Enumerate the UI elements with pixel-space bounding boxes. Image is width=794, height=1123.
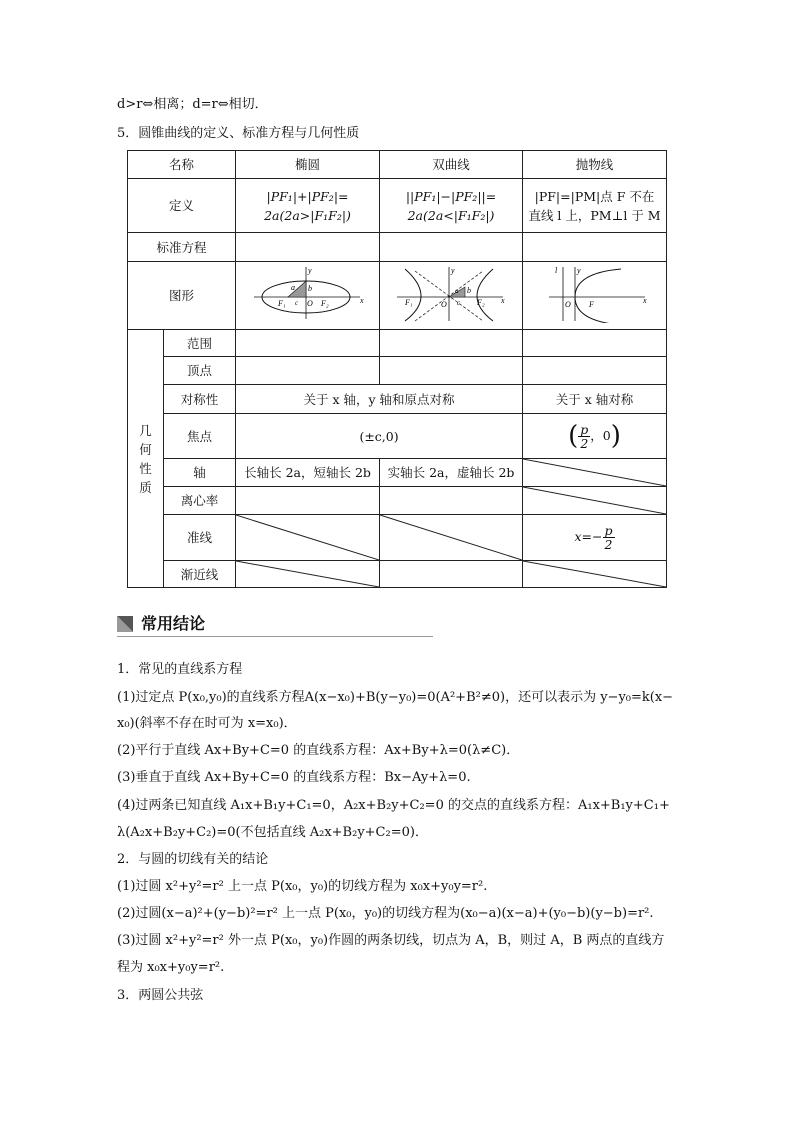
definition-parabola-line1: |PF|=|PM|点 F 不在 — [534, 188, 655, 204]
table-row — [128, 357, 667, 385]
range-label: 范围 — [164, 330, 236, 357]
conclusion-line: (2)平行于直线 Ax+By+C=0 的直线系方程：Ax+By+λ=0(λ≠C)． — [117, 743, 520, 758]
directrix-hyperbola-empty — [380, 515, 523, 561]
figure-parabola — [523, 262, 667, 330]
common-conclusions-header — [117, 612, 433, 636]
range-hyperbola — [380, 330, 523, 357]
directrix-lhs: x=− — [574, 529, 603, 544]
figure-label: 图形 — [128, 262, 236, 330]
axis-label: 轴 — [164, 459, 236, 487]
fig-hyperbola-F1: F₁ — [405, 298, 413, 307]
definition-label: 定义 — [128, 179, 236, 233]
table-row — [128, 561, 667, 588]
fig-hyperbola-a: a — [455, 287, 459, 295]
geo-char-3: 性 — [139, 460, 152, 476]
definition-ellipse — [236, 179, 380, 233]
conclusion-line: (3)过圆 x²+y²=r² 外一点 P(x₀，y₀)作圆的两条切线，切点为 A，B，则过 A，B 两点的直线方 — [117, 933, 665, 948]
conclusion-line: (4)过两条已知直线 A₁x+B₁y+C₁=0，A₂x+B₂y+C₂=0 的交点的直线系方程：A₁x+B₁y+C₁+ — [117, 798, 670, 813]
axis-parabola-empty — [523, 459, 667, 487]
definition-ellipse-line1: |PF₁|+|PF₂|= — [266, 188, 349, 204]
table-row — [128, 262, 667, 330]
asym-ellipse-empty — [236, 561, 380, 588]
definition-parabola-line2: 直线 l 上，PM⊥l 于 M — [528, 207, 661, 223]
range-parabola — [523, 330, 667, 357]
std-eq-ellipse — [236, 233, 380, 262]
parabola-figure — [535, 263, 655, 323]
conclusion-line: (1)过圆 x²+y²=r² 上一点 P(x₀，y₀)的切线方程为 x₀x+y₀y=r². — [117, 879, 488, 894]
fig-ellipse-y: y — [307, 266, 312, 275]
directrix-num: p — [604, 523, 613, 538]
focus-label: 焦点 — [164, 414, 236, 459]
definition-hyperbola-line1: ||PF₁|−|PF₂||= — [405, 188, 497, 204]
std-eq-hyperbola — [380, 233, 523, 262]
fig-ellipse-F1: F₁ — [277, 299, 286, 308]
fig-parabola-l: l — [554, 266, 557, 275]
conclusion-line: (2)过圆(x−a)²+(y−b)²=r² 上一点 P(x₀，y₀)的切线方程为(x₀−a)(x−a)+(y₀−b)(y−b)=r². — [117, 906, 654, 921]
fig-hyperbola-y: y — [451, 266, 455, 275]
geometry-properties-label — [128, 330, 164, 588]
vertex-hyperbola — [380, 357, 523, 385]
geo-char-1: 几 — [139, 422, 152, 438]
vertex-parabola — [523, 357, 667, 385]
symmetry-conic: 关于 x 轴，y 轴和原点对称 — [236, 385, 523, 414]
header-name: 名称 — [128, 151, 236, 179]
figure-hyperbola — [380, 262, 523, 330]
fig-parabola-x: x — [642, 296, 647, 305]
table-row — [128, 151, 667, 179]
header-hyperbola: 双曲线 — [380, 151, 523, 179]
common-conclusions-title: 常用结论 — [141, 614, 206, 633]
directrix-den: 2 — [604, 537, 613, 552]
asym-hyperbola — [380, 561, 523, 588]
fig-hyperbola-c: c — [457, 299, 461, 307]
eccentricity-label: 离心率 — [164, 487, 236, 515]
conclusion-line: 3．两圆公共弦 — [117, 988, 204, 1003]
fig-ellipse-x: x — [359, 296, 364, 305]
table-row — [128, 385, 667, 414]
ellipse-figure — [248, 263, 368, 323]
table-row — [128, 179, 667, 233]
std-eq-label: 标准方程 — [128, 233, 236, 262]
fig-ellipse-c: c — [294, 299, 298, 307]
ecc-hyperbola — [380, 487, 523, 515]
asym-parabola-empty — [523, 561, 667, 588]
directrix-parabola — [523, 515, 667, 561]
ecc-ellipse — [236, 487, 380, 515]
focus-rest: ，0 — [590, 427, 611, 443]
geo-char-2: 何 — [139, 441, 152, 457]
conclusion-line: 程为 x₀x+y₀y=r². — [117, 960, 225, 975]
fig-ellipse-O: O — [306, 299, 313, 308]
conclusion-line: (1)过定点 P(x₀,y₀)的直线系方程A(x−x₀)+B(y−y₀)=0(A²+B²≠0)，还可以表示为 y−y₀=k(x− — [117, 690, 674, 705]
directrix-fraction — [603, 524, 615, 551]
hyperbola-figure — [391, 263, 511, 323]
intro-line: d>r⇔相离；d=r⇔相切． — [117, 97, 268, 112]
std-eq-parabola — [523, 233, 667, 262]
header-parabola: 抛物线 — [523, 151, 667, 179]
ecc-parabola-empty — [523, 487, 667, 515]
definition-ellipse-line2: 2a(2a>|F₁F₂|) — [264, 207, 351, 223]
directrix-label: 准线 — [164, 515, 236, 561]
axis-ellipse: 长轴长 2a，短轴长 2b — [236, 459, 380, 487]
conclusion-line: (3)垂直于直线 Ax+By+C=0 的直线系方程：Bx−Ay+λ=0. — [117, 770, 471, 785]
table-row — [128, 330, 667, 357]
section-flag-icon — [117, 616, 133, 632]
table-row — [128, 487, 667, 515]
header-ellipse: 椭圆 — [236, 151, 380, 179]
conclusion-line: λ(A₂x+B₂y+C₂)=0(不包括直线 A₂x+B₂y+C₂=0)． — [117, 825, 428, 840]
definition-parabola — [523, 179, 667, 233]
conclusion-line: 2．与圆的切线有关的结论 — [117, 852, 269, 867]
fig-ellipse-b: b — [307, 284, 312, 293]
symmetry-label: 对称性 — [164, 385, 236, 414]
table-row — [128, 515, 667, 561]
definition-hyperbola — [380, 179, 523, 233]
fig-hyperbola-b: b — [467, 286, 472, 295]
fig-hyperbola-x: x — [501, 296, 505, 305]
range-ellipse — [236, 330, 380, 357]
fig-hyperbola-O: O — [441, 300, 447, 309]
conclusion-line: x₀)(斜率不存在时可为 x=x₀)． — [117, 716, 297, 731]
fig-ellipse-F2: F₂ — [320, 299, 329, 308]
fig-hyperbola-F2: F₂ — [477, 298, 485, 307]
table-row — [128, 233, 667, 262]
fig-parabola-y: y — [576, 266, 581, 275]
directrix-ellipse-empty — [236, 515, 380, 561]
table-row — [128, 414, 667, 459]
focus-fraction — [578, 423, 590, 450]
fig-ellipse-a: a — [290, 283, 295, 292]
figure-ellipse — [236, 262, 380, 330]
focus-den: 2 — [580, 435, 589, 451]
conic-comparison-table — [127, 150, 667, 588]
geo-char-4: 质 — [139, 479, 152, 495]
table-row — [128, 459, 667, 487]
axis-hyperbola: 实轴长 2a，虚轴长 2b — [380, 459, 523, 487]
fig-parabola-O: O — [564, 300, 571, 309]
fig-parabola-F: F — [588, 300, 594, 309]
focus-parabola: ( $\frac{p}{2}$ ，0) — [523, 414, 667, 459]
conclusion-line: 1．常见的直线系方程 — [117, 662, 243, 677]
symmetry-parabola: 关于 x 轴对称 — [523, 385, 667, 414]
vertex-label: 顶点 — [164, 357, 236, 385]
vertex-ellipse — [236, 357, 380, 385]
definition-hyperbola-line2: 2a(2a<|F₁F₂|) — [407, 207, 495, 223]
focus-conic: (±c,0) — [236, 414, 523, 459]
asymptote-label: 渐近线 — [164, 561, 236, 588]
section-5-heading: 5．圆锥曲线的定义、标准方程与几何性质 — [117, 126, 360, 141]
focus-num: p — [580, 421, 589, 437]
section-rule — [117, 636, 433, 637]
